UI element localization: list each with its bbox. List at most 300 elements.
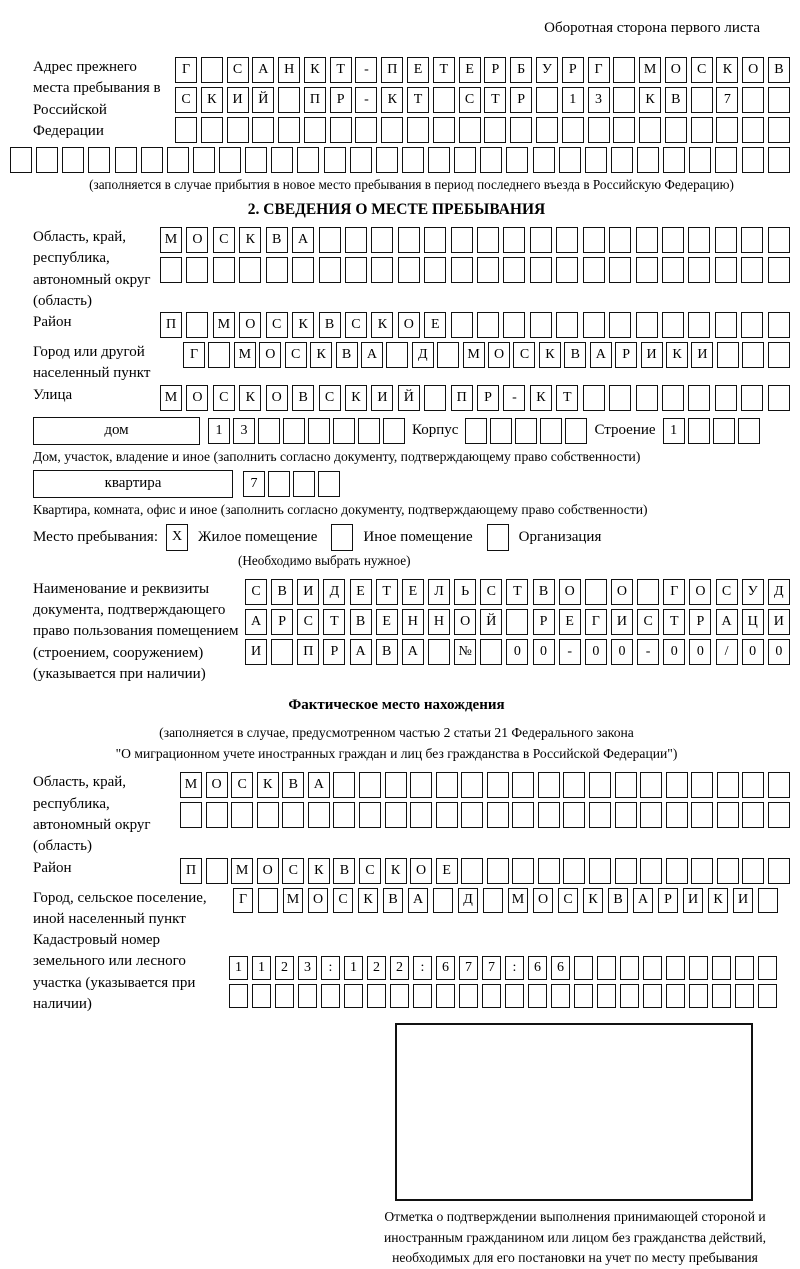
char-box: [662, 385, 684, 411]
char-box: К: [530, 385, 552, 411]
char-box: [689, 956, 708, 980]
char-box: В: [533, 579, 555, 605]
fact-region-rows: [180, 772, 790, 832]
char-box: [666, 956, 685, 980]
char-box: О: [488, 342, 510, 368]
char-box: [742, 147, 764, 173]
char-box: [636, 312, 658, 338]
char-box: Р: [484, 57, 506, 83]
char-box: С: [637, 609, 659, 635]
char-box: М: [283, 888, 303, 913]
char-box: -: [503, 385, 525, 411]
char-box: [559, 147, 581, 173]
char-box: [742, 802, 764, 828]
char-box: [451, 257, 473, 283]
char-box: [574, 984, 593, 1008]
char-box: Е: [376, 609, 398, 635]
char-box: [691, 772, 713, 798]
korpus-label: Корпус: [412, 422, 459, 439]
char-box: Г: [175, 57, 197, 83]
char-box: К: [381, 87, 403, 113]
char-box: [556, 227, 578, 253]
fact-city-label: Город, сельское поселение, иной населенный пункт: [33, 889, 207, 927]
char-box: [538, 772, 560, 798]
char-box: [533, 147, 555, 173]
char-box: [292, 257, 314, 283]
char-box: [563, 802, 585, 828]
char-box: [167, 147, 189, 173]
char-box: [376, 147, 398, 173]
char-box: 0: [689, 639, 711, 665]
char-box: С: [285, 342, 307, 368]
char-box: К: [539, 342, 561, 368]
char-box: [538, 802, 560, 828]
city-rows: [183, 342, 790, 372]
char-box: 6: [436, 956, 455, 980]
char-box: [36, 147, 58, 173]
char-box: [436, 802, 458, 828]
char-box: [308, 418, 330, 444]
char-box: О: [742, 57, 764, 83]
char-box: [717, 858, 739, 884]
char-box: Г: [588, 57, 610, 83]
char-box: [768, 385, 790, 411]
stay-type-label: Место пребывания:: [33, 528, 158, 545]
char-box: О: [308, 888, 328, 913]
char-box: П: [304, 87, 326, 113]
char-box: И: [683, 888, 703, 913]
char-box-row: [229, 956, 777, 980]
char-box: [609, 257, 631, 283]
char-box: [742, 342, 764, 368]
char-box: А: [361, 342, 383, 368]
char-box: [741, 385, 763, 411]
char-box: В: [282, 772, 304, 798]
char-box: [688, 257, 710, 283]
char-box: [515, 418, 537, 444]
section2-title: 2. СВЕДЕНИЯ О МЕСТЕ ПРЕБЫВАНИЯ: [247, 201, 546, 218]
char-box: [345, 257, 367, 283]
char-box: [715, 312, 737, 338]
char-box: [742, 772, 764, 798]
char-box: [229, 984, 248, 1008]
char-box: [252, 984, 271, 1008]
fact-note-line2: "О миграционном учете иностранных граждан и лиц без гражданства в Российской Федерации"): [115, 746, 678, 762]
char-box: С: [282, 858, 304, 884]
char-box: О: [398, 312, 420, 338]
char-box: -: [355, 87, 377, 113]
char-box-row: [175, 57, 790, 83]
char-box: И: [768, 609, 790, 635]
char-box: К: [639, 87, 661, 113]
char-box: К: [239, 227, 261, 253]
char-box-row: [465, 418, 587, 444]
char-box: [666, 772, 688, 798]
char-box: [665, 117, 687, 143]
char-box: [688, 385, 710, 411]
char-box: Ц: [742, 609, 764, 635]
field-house: [33, 417, 790, 445]
city-label: Город или другой населенный пункт: [33, 344, 151, 382]
char-box-row: [160, 312, 790, 338]
char-box: Т: [663, 609, 685, 635]
char-box: -: [355, 57, 377, 83]
char-box: [666, 802, 688, 828]
char-box: С: [297, 609, 319, 635]
char-box: [459, 117, 481, 143]
char-box: [768, 87, 790, 113]
char-box: А: [245, 609, 267, 635]
char-box: [620, 956, 639, 980]
char-box: [512, 772, 534, 798]
char-box: В: [336, 342, 358, 368]
char-box: С: [716, 579, 738, 605]
char-box: №: [454, 639, 476, 665]
char-box: К: [583, 888, 603, 913]
char-box: [643, 956, 662, 980]
char-box: [433, 87, 455, 113]
char-box: [201, 57, 223, 83]
char-box: [319, 227, 341, 253]
char-box: [715, 257, 737, 283]
checkbox-organization: [487, 524, 509, 551]
char-box: [371, 227, 393, 253]
char-box-row: [243, 471, 340, 497]
char-box: Д: [768, 579, 790, 605]
char-box: [319, 257, 341, 283]
char-box: [643, 984, 662, 1008]
char-box: [461, 802, 483, 828]
char-box-row: [180, 802, 790, 828]
char-box: [410, 772, 432, 798]
char-box: [433, 888, 453, 913]
char-box: В: [319, 312, 341, 338]
fact-city-rows: [233, 888, 778, 917]
char-box: [350, 147, 372, 173]
char-box: 0: [506, 639, 528, 665]
char-box: [716, 117, 738, 143]
char-box: К: [666, 342, 688, 368]
stay-option-other-label: Иное помещение: [363, 528, 473, 545]
char-box: А: [308, 772, 330, 798]
char-box: [551, 984, 570, 1008]
char-box: [639, 117, 661, 143]
char-box: [688, 227, 710, 253]
char-box: :: [505, 956, 524, 980]
char-box: [219, 147, 241, 173]
char-box: Д: [458, 888, 478, 913]
char-box: К: [371, 312, 393, 338]
char-box: [735, 984, 754, 1008]
char-box: Р: [271, 609, 293, 635]
confirmation-stamp-caption: Отметка о подтверждении выполнения принимающей стороной и иностранным гражданином или лицом без гражданства действий, необходимых для его постановки на учет по месту пребывания: [384, 1209, 766, 1266]
region-label: Область, край, республика, автономный округ (область): [33, 229, 151, 309]
char-box: У: [742, 579, 764, 605]
char-box: [175, 117, 197, 143]
apartment-note: Квартира, комната, офис и иное (заполнить согласно документу, подтверждающему право собственности): [33, 501, 648, 517]
char-box: Р: [562, 57, 584, 83]
char-box: Р: [615, 342, 637, 368]
char-box: Й: [398, 385, 420, 411]
char-box: И: [371, 385, 393, 411]
checkbox-residential: X: [166, 524, 188, 551]
char-box: [359, 802, 381, 828]
char-box: [227, 117, 249, 143]
house-wide-box: дом: [33, 417, 200, 445]
char-box: [597, 956, 616, 980]
char-box: [741, 227, 763, 253]
char-box: А: [252, 57, 274, 83]
char-box: [506, 147, 528, 173]
char-box: Т: [323, 609, 345, 635]
char-box: [477, 257, 499, 283]
char-box: 1: [252, 956, 271, 980]
char-box: О: [186, 385, 208, 411]
char-box: [333, 802, 355, 828]
char-box: [689, 984, 708, 1008]
char-box: [691, 802, 713, 828]
char-box: В: [376, 639, 398, 665]
char-box: [436, 772, 458, 798]
char-box: [540, 418, 562, 444]
char-box: [589, 802, 611, 828]
char-box: [308, 802, 330, 828]
field-stay-type: [33, 524, 790, 551]
char-box: С: [213, 227, 235, 253]
char-box: О: [611, 579, 633, 605]
char-box: К: [201, 87, 223, 113]
char-box: [713, 418, 735, 444]
fact-location-title: Фактическое место нахождения: [288, 697, 505, 714]
char-box-row: [175, 87, 790, 113]
char-box: [160, 257, 182, 283]
char-box: [239, 257, 261, 283]
char-box: [381, 117, 403, 143]
char-box: [503, 227, 525, 253]
char-box: -: [637, 639, 659, 665]
char-box-row: [180, 772, 790, 798]
char-box: [88, 147, 110, 173]
char-box: М: [213, 312, 235, 338]
field-document: [33, 579, 790, 685]
char-box: [615, 802, 637, 828]
char-box: С: [175, 87, 197, 113]
char-box: [715, 147, 737, 173]
char-box: [574, 956, 593, 980]
document-label: Наименование и реквизиты документа, подтверждающего право пользования помещением (строением, сооружением) (указывается при наличии): [33, 580, 239, 682]
fact-district-label: Район: [33, 859, 72, 876]
char-box: К: [708, 888, 728, 913]
char-box: С: [227, 57, 249, 83]
char-box: [583, 227, 605, 253]
street-label: Улица: [33, 386, 73, 403]
char-box: Н: [278, 57, 300, 83]
char-box: [636, 227, 658, 253]
char-box: [538, 858, 560, 884]
char-box: [278, 117, 300, 143]
district-label: Район: [33, 314, 72, 331]
char-box: [333, 772, 355, 798]
char-box: О: [410, 858, 432, 884]
char-box: В: [665, 87, 687, 113]
char-box: 2: [390, 956, 409, 980]
char-box: Е: [350, 579, 372, 605]
char-box: [556, 257, 578, 283]
char-box: К: [358, 888, 378, 913]
char-box: [768, 772, 790, 798]
char-box: [180, 802, 202, 828]
char-box: [636, 257, 658, 283]
char-box: С: [459, 87, 481, 113]
char-box: [268, 471, 290, 497]
char-box: [758, 888, 778, 913]
char-box: [637, 147, 659, 173]
char-box: [506, 609, 528, 635]
char-box: М: [231, 858, 253, 884]
char-box: Р: [533, 609, 555, 635]
char-box: К: [257, 772, 279, 798]
char-box: [355, 117, 377, 143]
char-box: [461, 858, 483, 884]
char-box: 6: [551, 956, 570, 980]
fact-location-note: [33, 722, 760, 764]
char-box: [609, 312, 631, 338]
char-box: [613, 57, 635, 83]
char-box: [333, 418, 355, 444]
char-box: 2: [275, 956, 294, 980]
char-box: [413, 984, 432, 1008]
char-box: [386, 342, 408, 368]
char-box: 0: [611, 639, 633, 665]
char-box: [768, 858, 790, 884]
char-box: 1: [344, 956, 363, 980]
char-box: [512, 858, 534, 884]
stay-option-residential-label: Жилое помещение: [198, 528, 318, 545]
char-box: Л: [428, 579, 450, 605]
char-box: [459, 984, 478, 1008]
stay-option-organization-label: Организация: [518, 528, 602, 545]
fact-district-rows: [180, 858, 790, 888]
char-box-row: [245, 609, 790, 635]
char-box: [186, 257, 208, 283]
char-box: 7: [243, 471, 265, 497]
char-box: Б: [510, 57, 532, 83]
char-box: М: [160, 385, 182, 411]
char-box: [563, 858, 585, 884]
char-box: Ь: [454, 579, 476, 605]
char-box: [410, 802, 432, 828]
char-box: [390, 984, 409, 1008]
char-box: П: [381, 57, 403, 83]
char-box: [62, 147, 84, 173]
char-box: [688, 312, 710, 338]
char-box: В: [608, 888, 628, 913]
prev-address-label: Адрес прежнего места пребывания в Российской Федерации: [33, 59, 161, 139]
char-box: О: [689, 579, 711, 605]
char-box: Г: [183, 342, 205, 368]
char-box: П: [451, 385, 473, 411]
char-box: [583, 257, 605, 283]
char-box: 1: [663, 418, 685, 444]
char-box: [407, 117, 429, 143]
char-box: [385, 772, 407, 798]
char-box-row: [183, 342, 790, 368]
char-box: [383, 418, 405, 444]
region-rows: [160, 227, 790, 287]
char-box: 1: [562, 87, 584, 113]
char-box: 0: [742, 639, 764, 665]
cadastral-rows: [229, 930, 777, 1012]
char-box: О: [206, 772, 228, 798]
char-box: М: [508, 888, 528, 913]
char-box: [640, 772, 662, 798]
char-box: [666, 858, 688, 884]
char-box: [758, 956, 777, 980]
char-box: С: [480, 579, 502, 605]
char-box: А: [350, 639, 372, 665]
char-box: 7: [459, 956, 478, 980]
char-box: [768, 802, 790, 828]
char-box-row: [160, 257, 790, 283]
char-box: О: [454, 609, 476, 635]
char-box: [298, 984, 317, 1008]
char-box: [666, 984, 685, 1008]
char-box: [609, 227, 631, 253]
char-box: 7: [482, 956, 501, 980]
char-box: М: [463, 342, 485, 368]
char-box: [487, 772, 509, 798]
char-box: [482, 984, 501, 1008]
char-box: [663, 147, 685, 173]
char-box: С: [558, 888, 578, 913]
char-box: С: [231, 772, 253, 798]
char-box: К: [308, 858, 330, 884]
char-box-row: [160, 227, 790, 253]
char-box: [367, 984, 386, 1008]
char-box: О: [266, 385, 288, 411]
char-box-row: [229, 984, 777, 1008]
char-box: [563, 772, 585, 798]
char-box: В: [383, 888, 403, 913]
field-prev-address: [33, 57, 790, 147]
char-box: [206, 858, 228, 884]
char-box: Г: [233, 888, 253, 913]
char-box: 6: [528, 956, 547, 980]
char-box: [252, 117, 274, 143]
char-box: [231, 802, 253, 828]
char-box: 0: [533, 639, 555, 665]
char-box: [436, 984, 455, 1008]
char-box: О: [257, 858, 279, 884]
char-box: В: [333, 858, 355, 884]
char-box: [304, 117, 326, 143]
char-box: О: [239, 312, 261, 338]
char-box: О: [559, 579, 581, 605]
char-box: [615, 772, 637, 798]
char-box: [324, 147, 346, 173]
char-box: [691, 87, 713, 113]
char-box: [484, 117, 506, 143]
char-box: М: [234, 342, 256, 368]
char-box: [206, 802, 228, 828]
char-box: В: [292, 385, 314, 411]
char-box: [505, 984, 524, 1008]
char-box: [201, 117, 223, 143]
field-apartment: [33, 470, 790, 498]
field-district: [33, 312, 790, 342]
field-street: [33, 385, 790, 415]
char-box: [588, 117, 610, 143]
